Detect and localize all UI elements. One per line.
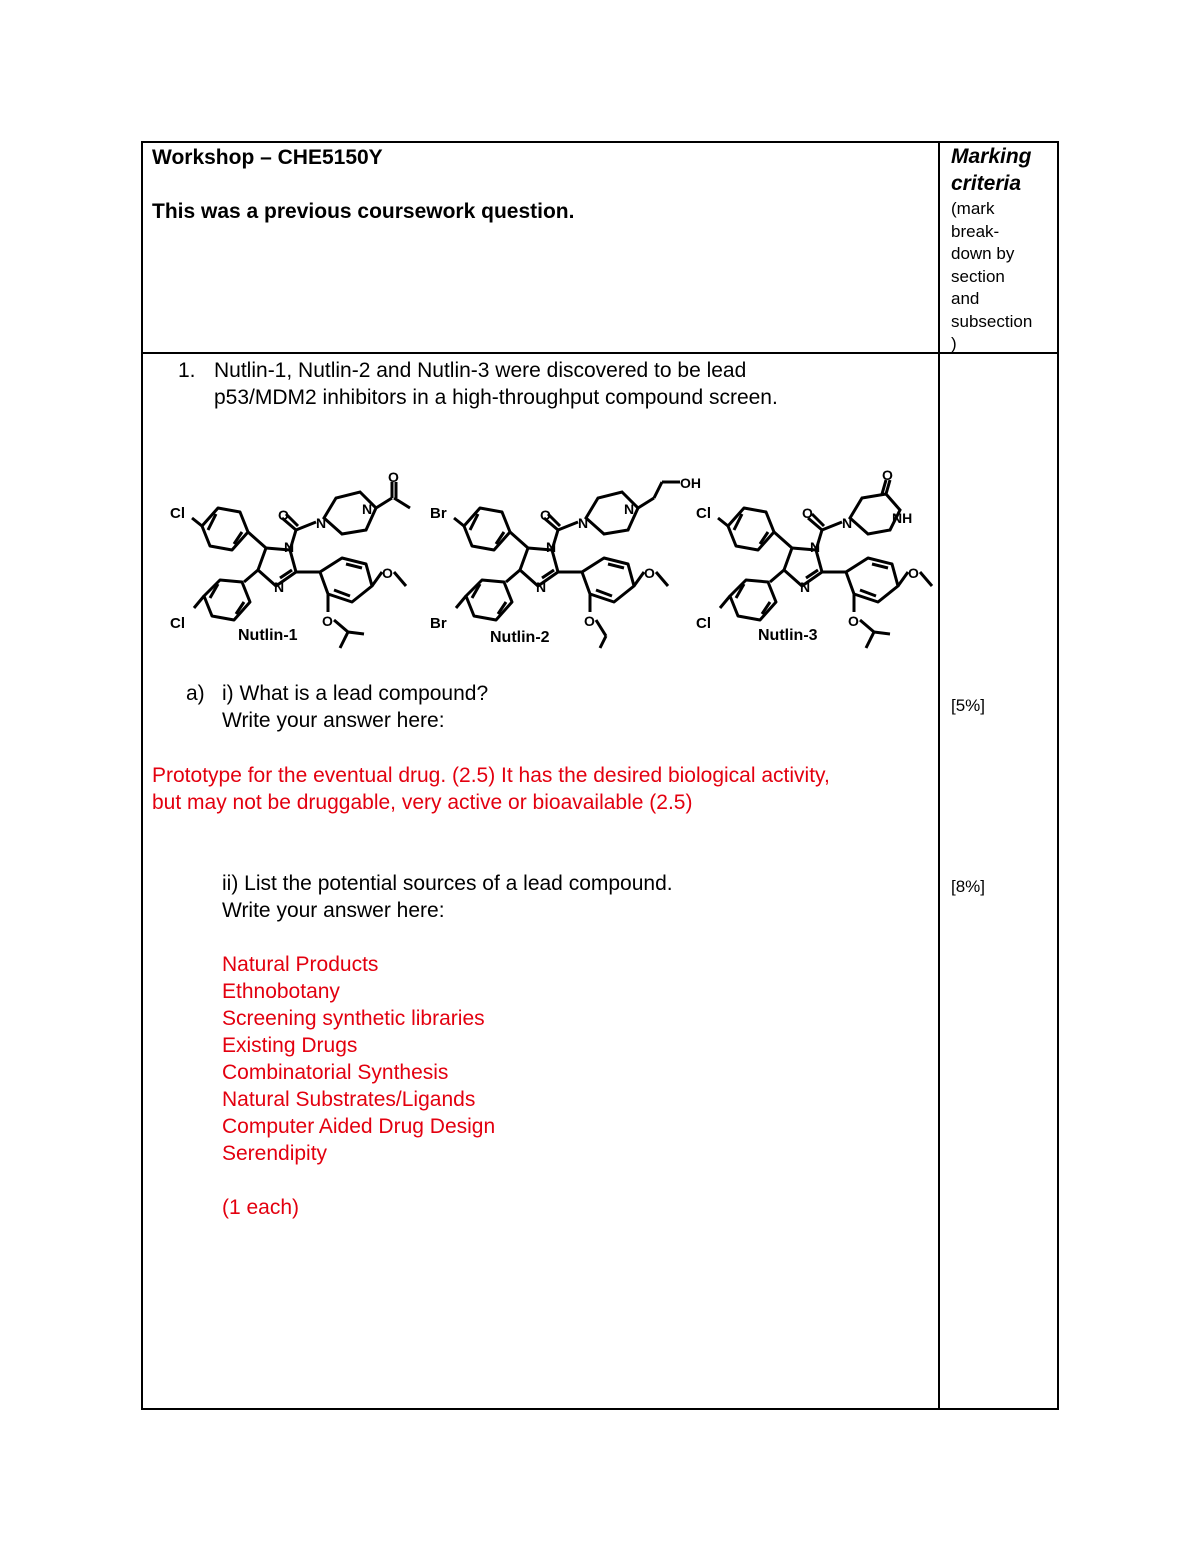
atom-label: N (362, 501, 373, 517)
atom-label: O (388, 469, 399, 485)
compound-label-nutlin-3: Nutlin-3 (758, 627, 818, 644)
list-item: Existing Drugs (222, 1034, 358, 1057)
atom-label: O (584, 613, 595, 629)
atom-label: Cl (170, 615, 185, 632)
atom-label: N (284, 539, 295, 555)
atom-label: Cl (696, 615, 711, 632)
workshop-title: Workshop – CHE5150Y (152, 146, 383, 169)
atom-label: N (316, 515, 327, 531)
question-number: 1. (178, 359, 196, 382)
column-divider (938, 141, 940, 1410)
note-line: and (951, 289, 980, 308)
atom-label: O (882, 468, 893, 483)
atom-label: NH (892, 510, 913, 526)
note-line: down by (951, 244, 1015, 263)
part-a-ii-question: ii) List the potential sources of a lead compound. (222, 872, 673, 895)
compound-label-nutlin-1: Nutlin-1 (238, 627, 298, 644)
atom-label: O (644, 565, 655, 581)
part-a-label: a) (186, 682, 205, 705)
list-item: Combinatorial Synthesis (222, 1061, 449, 1084)
atom-label: O (802, 505, 813, 521)
answer-line: but may not be druggable, very active or bioavailable (2.5) (152, 791, 693, 814)
part-a-ii-mark: [8%] (951, 877, 986, 896)
atom-label: O (382, 565, 393, 581)
part-a-answer (152, 762, 830, 816)
list-item: Ethnobotany (222, 980, 340, 1003)
atom-label: N (800, 579, 811, 595)
workshop-subtitle: This was a previous coursework question. (152, 200, 575, 223)
row-divider (141, 352, 1059, 354)
list-item: Computer Aided Drug Design (222, 1115, 496, 1138)
note-line: (mark (951, 199, 995, 218)
atom-label: OH (680, 475, 701, 491)
atom-label: O (908, 565, 919, 581)
question-line: p53/MDM2 inhibitors in a high-throughput compound screen. (214, 386, 778, 409)
list-item: Serendipity (222, 1142, 328, 1165)
question-line: Nutlin-1, Nutlin-2 and Nutlin-3 were discovered to be lead (214, 359, 747, 382)
atom-label: N (842, 515, 853, 531)
atom-label: O (278, 507, 289, 523)
part-a-mark: [5%] (951, 696, 986, 715)
atom-label: O (848, 613, 859, 629)
question-text (214, 357, 778, 411)
atom-label: O (540, 507, 551, 523)
part-a-ii-prompt: Write your answer here: (222, 899, 445, 922)
atom-label: N (810, 539, 821, 555)
atom-label: N (578, 515, 589, 531)
note-line: subsection (951, 311, 1033, 331)
note-line: ) (951, 334, 957, 353)
marking-criteria-note (951, 198, 1051, 356)
part-a-question: i) What is a lead compound? (222, 682, 489, 705)
nutlin-3-structure (696, 468, 932, 648)
atom-label: N (546, 539, 557, 555)
nutlin-2-structure (430, 475, 701, 648)
marks-footnote: (1 each) (222, 1196, 300, 1219)
marking-criteria-title: Marking criteria (951, 145, 1032, 195)
atom-label: N (536, 579, 547, 595)
compound-label-nutlin-2: Nutlin-2 (490, 629, 550, 646)
atom-label: Cl (170, 505, 185, 522)
note-line: section (951, 266, 1005, 286)
answer-line: Prototype for the eventual drug. (2.5) It has the desired biological activity, (152, 764, 830, 787)
part-a-prompt: Write your answer here: (222, 709, 445, 732)
atom-label: N (624, 501, 635, 517)
note-line: break- (951, 221, 1000, 241)
nutlin-1-structure (170, 469, 410, 648)
list-item: Screening synthetic libraries (222, 1007, 485, 1030)
atom-label: Cl (696, 505, 711, 522)
atom-label: Br (430, 615, 447, 632)
atom-label: N (274, 579, 285, 595)
atom-label: Br (430, 505, 447, 522)
list-item: Natural Substrates/Ligands (222, 1088, 476, 1111)
list-item: Natural Products (222, 953, 379, 976)
nutlin-structures-figure (170, 468, 940, 658)
lead-sources-list (222, 951, 495, 1167)
atom-label: O (322, 613, 333, 629)
